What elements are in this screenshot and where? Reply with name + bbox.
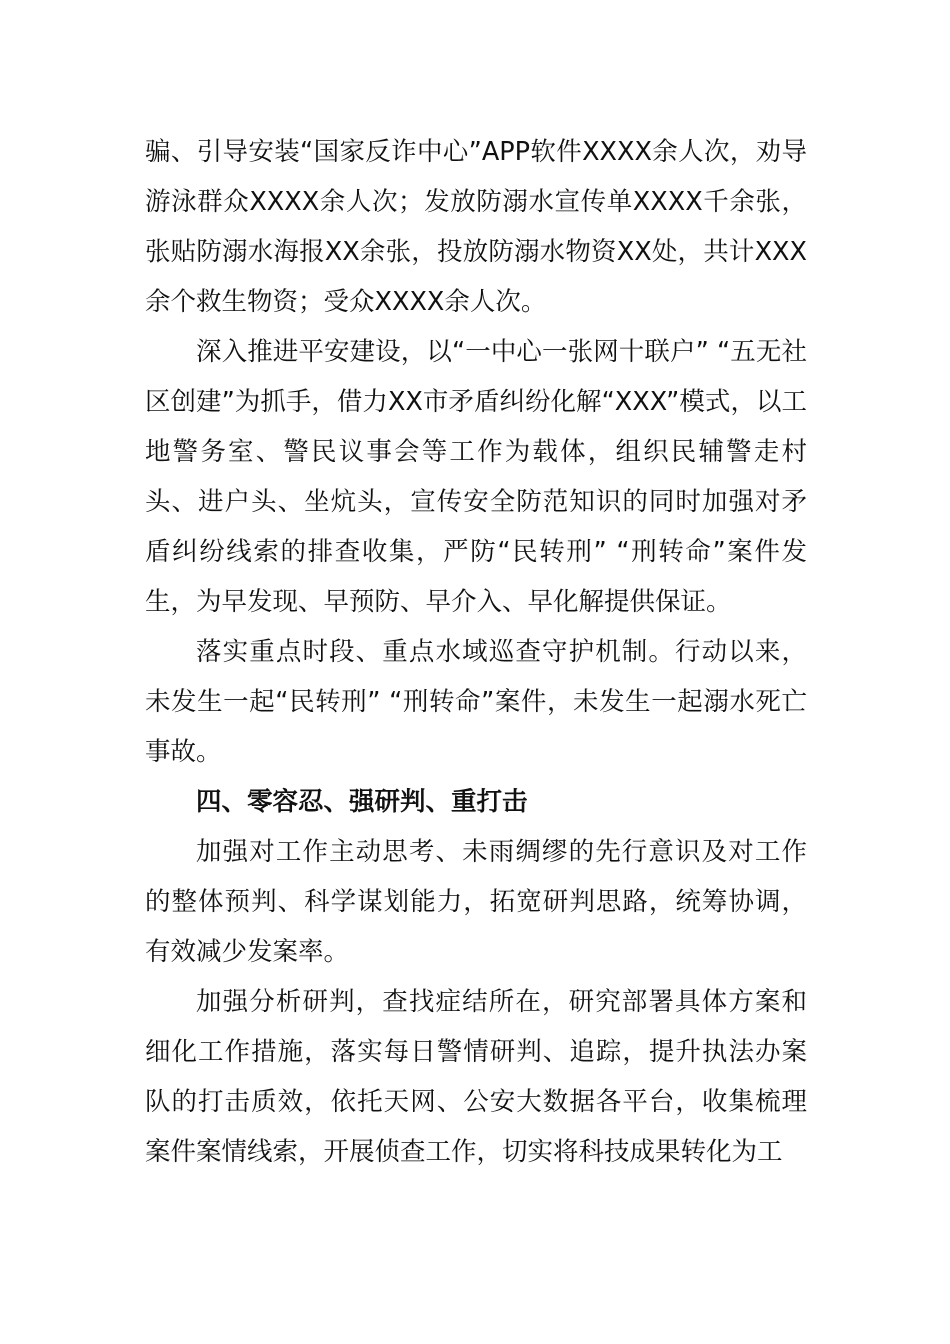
paragraph-proactive-thinking: 加强对工作主动思考、未雨绸缪的先行意识及对工作的整体预判、科学谋划能力，拓宽研判思路，统筹协调，有效减少发案率。	[145, 837, 807, 967]
paragraph-continuation: 骗、引导安装“国家反诈中心”APP软件XXXX余人次，劝导游泳群众XXXX余人次；发放防溺水宣传单XXXX千余张，张贴防溺水海报XX余张，投放防溺水物资XX处，共计XXX余个救生物资；受众XXXX余人次。	[145, 137, 807, 317]
section-heading: 四、零容忍、强研判、重打击	[196, 787, 528, 817]
paragraph-peace-building: 深入推进平安建设，以“一中心一张网十联户” “五无社区创建”为抓手，借力XX市矛盾纠纷化解“XXX”模式，以工地警务室、警民议事会等工作为载体，组织民辅警走村头、进户头、坐炕头，宣传安全防范知识的同时加强对矛盾纠纷线索的排查收集，严防“民转刑” “刑转命”案件发生，为早发现、早预防、早介入、早化解提供保证。	[145, 337, 807, 617]
document-body	[145, 127, 807, 1177]
paragraph-patrol-mechanism: 落实重点时段、重点水域巡查守护机制。行动以来，未发生一起“民转刑” “刑转命”案件，未发生一起溺水死亡事故。	[145, 637, 807, 767]
paragraph-analysis: 加强分析研判，查找症结所在，研究部署具体方案和细化工作措施，落实每日警情研判、追踪，提升执法办案队的打击质效，依托天网、公安大数据各平台，收集梳理案件案情线索，开展侦查工作，切实将科技成果转化为工	[145, 987, 807, 1167]
